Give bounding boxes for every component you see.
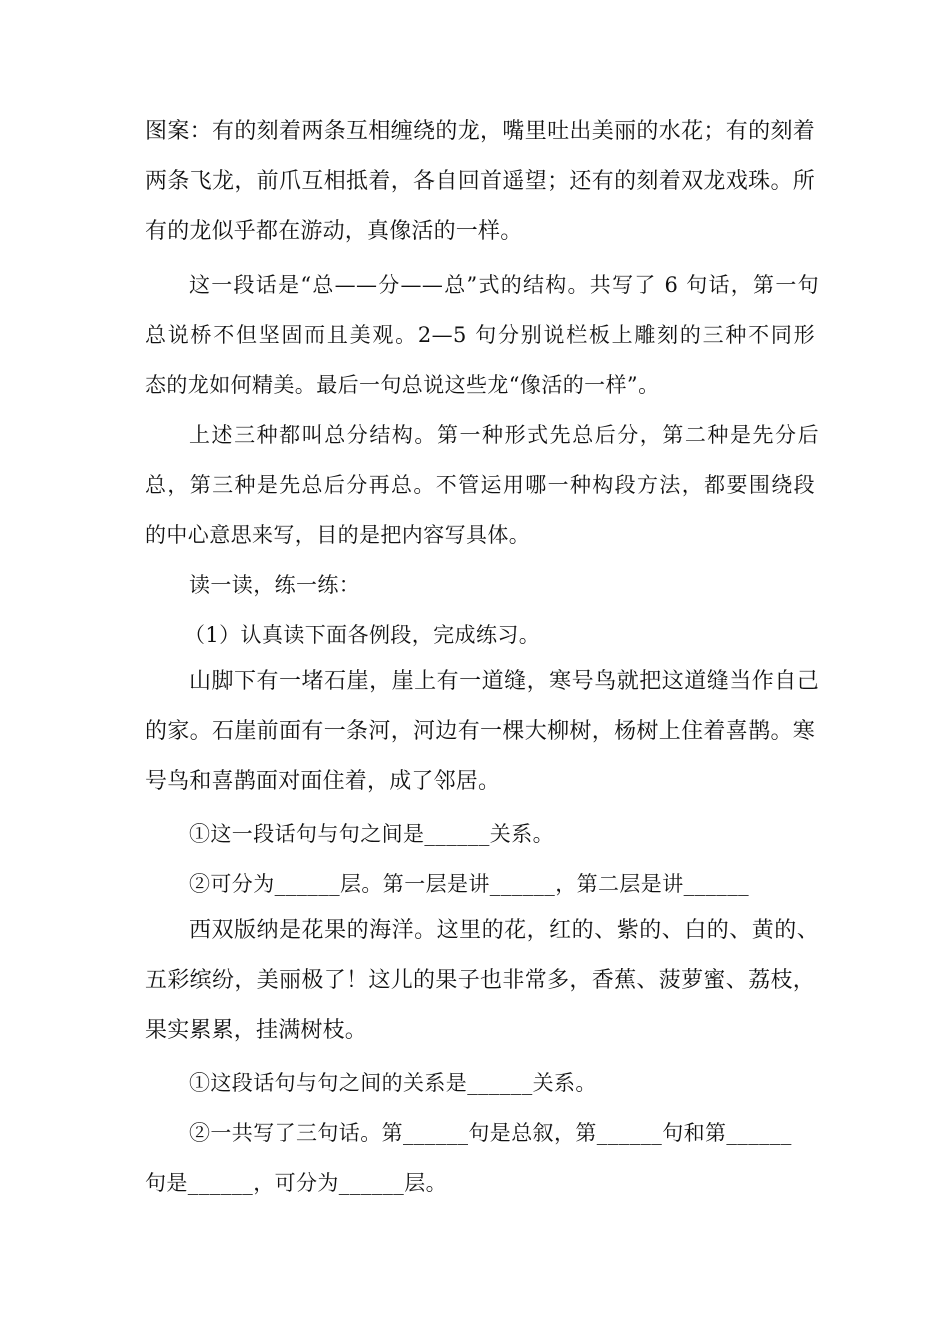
dragon-example-line-2: 两条飞龙，前爪互相抵着，各自回首遥望；还有的刻着双龙戏珠。所 [145, 169, 815, 194]
example-2-line-2: 五彩缤纷，美丽极了！这儿的果子也非常多，香蕉、菠萝蜜、荔枝， [145, 968, 815, 993]
exercise-heading: 读一读，练一练： [189, 573, 361, 597]
example-1-question-1: ①这一段话句与句之间是______关系。 [189, 822, 554, 846]
example-1-line-1: 山脚下有一堵石崖，崖上有一道缝，寒号鸟就把这道缝当作自己 [189, 669, 819, 694]
example-2-line-1: 西双版纳是花果的海洋。这里的花，红的、紫的、白的、黄的、 [189, 918, 819, 943]
example-1-line-2: 的家。石崖前面有一条河，河边有一棵大柳树，杨树上住着喜鹊。寒 [145, 719, 815, 744]
dragon-analysis-line-3: 态的龙如何精美。最后一句总说这些龙“像活的一样”。 [145, 373, 660, 397]
dragon-example-line-3: 有的龙似乎都在游动，真像活的一样。 [145, 219, 523, 244]
example-2-question-2: ②一共写了三句话。第______句是总叙，第______句和第______ [189, 1121, 792, 1145]
dragon-analysis-line-1: 这一段话是“总——分——总”式的结构。共写了 6 句话，第一句 [189, 273, 819, 297]
example-2-question-3: 句是______，可分为______层。 [145, 1171, 447, 1195]
dragon-analysis-line-2: 总说桥不但坚固而且美观。2—5 句分别说栏板上雕刻的三种不同形 [145, 323, 815, 347]
example-2-question-1: ①这段话句与句之间的关系是______关系。 [189, 1071, 597, 1095]
example-1-line-3: 号鸟和喜鹊面对面住着，成了邻居。 [145, 769, 501, 794]
exercise-instruction: （1）认真读下面各例段，完成练习。 [184, 623, 541, 647]
summary-line-2: 总，第三种是先总后分再总。不管运用哪一种构段方法，都要围绕段 [145, 473, 815, 497]
summary-line-1: 上述三种都叫总分结构。第一种形式先总后分，第二种是先分后 [189, 423, 819, 447]
dragon-example-line-1: 图案：有的刻着两条互相缠绕的龙，嘴里吐出美丽的水花；有的刻着 [145, 119, 815, 144]
example-1-question-2: ②可分为______层。第一层是讲______，第二层是讲______ [189, 872, 749, 896]
summary-line-3: 的中心意思来写，目的是把内容写具体。 [145, 523, 531, 547]
example-2-line-3: 果实累累，挂满树枝。 [145, 1018, 368, 1043]
